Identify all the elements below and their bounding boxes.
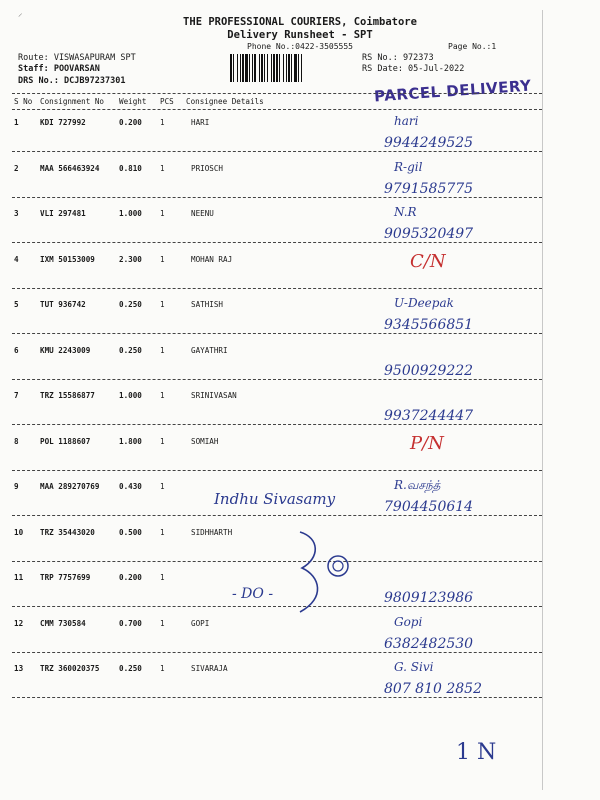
row-sno: 8 (14, 436, 19, 446)
row-pcs: 1 (160, 618, 165, 628)
row-pcs: 1 (160, 163, 165, 173)
row-separator (12, 652, 542, 653)
handwritten-scribble-icon (280, 528, 360, 618)
row-consignment-no: KMU 2243009 (40, 345, 91, 355)
handwritten-signature: Gopi (394, 614, 423, 629)
header-rule-bottom (12, 109, 542, 110)
handwritten-signature: R-gil (394, 159, 423, 174)
handwritten-signature: R.வசந்த் (394, 478, 441, 492)
row-sno: 3 (14, 209, 19, 218)
col-pcs: PCS (160, 97, 174, 106)
page-number: Page No.:1 (448, 42, 497, 51)
row-sno: 12 (14, 618, 24, 628)
row-sno: 1 (14, 118, 19, 127)
handwritten-phone: 9095320497 (384, 226, 474, 242)
page-edge-line (542, 10, 543, 790)
row-pcs: 1 (160, 300, 165, 309)
row-consignee: SIVARAJA (191, 664, 228, 673)
row-pcs: 1 (160, 573, 165, 582)
row-pcs: 1 (160, 664, 165, 673)
row-weight: 0.250 (119, 345, 142, 355)
row-consignment-no: VLI 297481 (40, 209, 86, 218)
row-separator (12, 333, 542, 334)
row-weight: 1.000 (119, 209, 142, 218)
handwritten-phone: 9791585775 (384, 180, 474, 197)
row-separator (12, 470, 542, 471)
row-consignee: SRINIVASAN (191, 391, 237, 400)
drs-label: DRS No.: DCJB97237301 (18, 76, 126, 86)
handwritten-signature: hari (394, 114, 419, 128)
row-consignee: MOHAN RAJ (191, 254, 233, 264)
row-weight: 0.200 (119, 118, 142, 127)
route-label: Route: VISWASAPURAM SPT (18, 53, 136, 63)
col-consignment: Consignment No (40, 97, 105, 106)
row-pcs: 1 (160, 118, 165, 127)
row-weight: 0.810 (119, 163, 142, 173)
row-separator (12, 697, 542, 698)
row-sno: 9 (14, 482, 19, 491)
row-consignee: SOMIAH (191, 436, 219, 446)
row-separator (12, 606, 542, 607)
row-consignment-no: MAA 566463924 (40, 163, 100, 173)
handwritten-signature: U-Deepak (394, 296, 454, 310)
barcode (230, 54, 358, 82)
handwritten-phone: 9345566851 (384, 317, 474, 333)
row-consignee: NEENU (191, 209, 214, 218)
handwritten-phone: 807 810 2852 (384, 681, 482, 697)
row-weight: 0.250 (119, 664, 142, 673)
row-pcs: 1 (160, 436, 165, 446)
row-sno: 10 (14, 527, 24, 537)
runsheet-subtitle: Delivery Runsheet - SPT (227, 29, 373, 41)
handwritten-signature: P/N (410, 432, 444, 454)
phone-number: Phone No.:0422-3505555 (247, 42, 353, 51)
row-consignment-no: POL 1188607 (40, 436, 91, 446)
handwritten-phone: 9937244447 (384, 408, 474, 424)
row-separator (12, 379, 542, 380)
row-pcs: 1 (160, 391, 165, 400)
row-pcs: 1 (160, 345, 165, 355)
row-weight: 0.700 (119, 618, 142, 628)
row-weight: 2.300 (119, 254, 142, 264)
row-separator (12, 288, 542, 289)
row-pcs: 1 (160, 209, 165, 218)
handwritten-do: - DO - (232, 586, 274, 602)
row-separator (12, 151, 542, 152)
row-sno: 6 (14, 345, 19, 355)
corner-mark: ⸝ (18, 9, 23, 19)
rs-number: RS No.: 972373 (362, 53, 434, 63)
row-weight: 0.250 (119, 300, 142, 309)
rs-date: RS Date: 05-Jul-2022 (362, 64, 465, 74)
row-sno: 13 (14, 664, 24, 673)
row-pcs: 1 (160, 254, 165, 264)
row-separator (12, 515, 542, 516)
parcel-delivery-stamp: PARCEL DELIVERY (373, 76, 533, 106)
handwritten-signature: N.R (394, 205, 417, 219)
row-sno: 4 (14, 254, 19, 264)
row-consignee: GOPI (191, 618, 210, 628)
col-weight: Weight (119, 97, 147, 106)
row-consignee: SIDHHARTH (191, 527, 233, 537)
handwritten-phone: 9500929222 (384, 362, 474, 379)
row-consignee: SATHISH (191, 300, 224, 309)
row-consignment-no: TRZ 15586877 (40, 391, 95, 400)
row-weight: 0.430 (119, 482, 142, 491)
handwritten-phone: 9809123986 (384, 590, 474, 606)
col-sno: S No (14, 97, 33, 106)
col-consignee: Consignee Details (186, 97, 264, 106)
row-separator (12, 561, 542, 562)
row-weight: 1.800 (119, 436, 142, 446)
row-consignee: PRIOSCH (191, 163, 224, 173)
row-separator (12, 242, 542, 243)
row-consignee: HARI (191, 118, 210, 127)
row-sno: 11 (14, 573, 24, 582)
barcode-bar (302, 54, 303, 82)
row-consignment-no: MAA 289270769 (40, 482, 100, 491)
handwritten-footer-note: 1 N (456, 740, 497, 765)
company-title (0, 16, 600, 42)
row-sno: 5 (14, 300, 19, 309)
row-consignment-no: TRZ 360020375 (40, 664, 100, 673)
row-pcs: 1 (160, 527, 165, 537)
row-consignment-no: TRP 7757699 (40, 573, 91, 582)
row-separator (12, 197, 542, 198)
handwritten-signature: G. Sivi (394, 660, 434, 674)
handwritten-phone: 9944249525 (384, 135, 474, 151)
handwritten-signature: C/N (410, 250, 446, 272)
company-name: THE PROFESSIONAL COURIERS, Coimbatore (183, 16, 417, 28)
header-rule-top (12, 93, 542, 94)
row-separator (12, 424, 542, 425)
row-weight: 0.500 (119, 527, 142, 537)
row-sno: 2 (14, 163, 19, 173)
row-consignment-no: TRZ 35443020 (40, 527, 95, 537)
row-consignee: GAYATHRI (191, 345, 228, 355)
handwritten-phone: 7904450614 (384, 499, 474, 515)
row-consignment-no: IXM 50153009 (40, 254, 95, 264)
row-sno: 7 (14, 391, 19, 400)
row-consignment-no: CMM 730584 (40, 618, 86, 628)
row-consignment-no: KDI 727992 (40, 118, 86, 127)
row-weight: 0.200 (119, 573, 142, 582)
row-consignment-no: TUT 936742 (40, 300, 86, 309)
row-weight: 1.000 (119, 391, 142, 400)
handwritten-indhu: Indhu Sivasamy (214, 490, 336, 508)
row-pcs: 1 (160, 482, 165, 491)
staff-label: Staff: POOVARSAN (18, 64, 100, 74)
handwritten-phone: 6382482530 (384, 635, 474, 652)
